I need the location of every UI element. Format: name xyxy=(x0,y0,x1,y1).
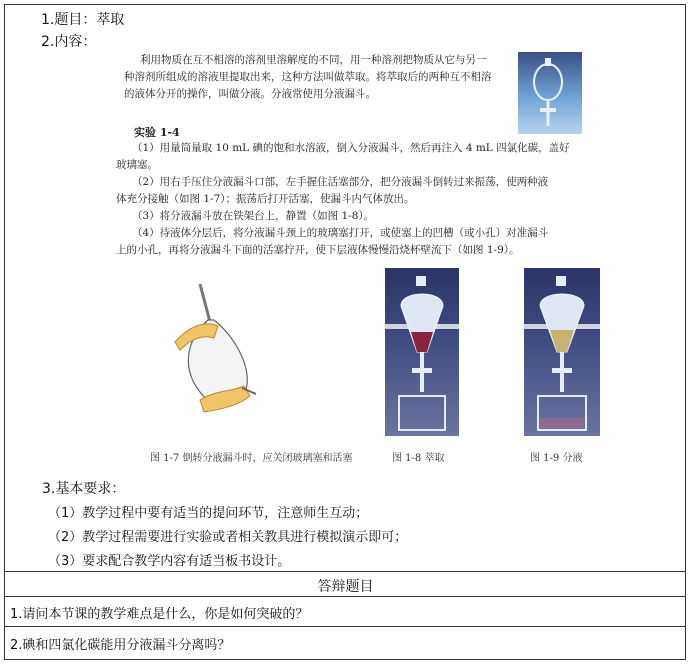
divider xyxy=(4,571,686,572)
requirement-item: （3）要求配合教学内容有适当板书设计。 xyxy=(48,554,291,569)
funnel-draining-icon xyxy=(524,268,600,436)
figure-1-9-caption: 图 1-9 分液 xyxy=(530,453,583,464)
requirement-item: （1）教学过程中要有适当的提问环节，注意师生互动； xyxy=(48,506,369,521)
divider xyxy=(4,626,686,627)
separatory-funnel-thumbnail xyxy=(518,52,582,134)
separation-photo xyxy=(524,268,600,436)
experiment-title: 实验 1-4 xyxy=(134,126,180,139)
step-line: 玻璃塞。 xyxy=(116,159,158,171)
question-item: 1.请问本节课的教学难点是什么，你是如何突破的？ xyxy=(10,607,309,622)
funnel-on-stand-icon xyxy=(385,268,459,436)
separatory-funnel-icon xyxy=(518,52,582,134)
step-line: （1）用量筒量取 10 mL 碘的饱和水溶液，倒入分液漏斗，然后再注入 4 mL 四氯化碳，盖好 xyxy=(132,142,570,154)
step-line: （4）待液体分层后，将分液漏斗颈上的玻璃塞打开，或使塞上的凹槽（或小孔）对准漏斗 xyxy=(132,227,549,239)
hands-shaking-funnel-illustration xyxy=(170,282,265,432)
step-line: （2）用右手压住分液漏斗口部，左手握住活塞部分，把分液漏斗倒转过来振荡，使两种液 xyxy=(132,176,549,188)
divider xyxy=(4,596,686,597)
step-line: 体充分接触（如图 1-7）；振荡后打开活塞，使漏斗内气体放出。 xyxy=(116,193,415,205)
intro-line: 利用物质在互不相溶的溶剂里溶解度的不同，用一种溶剂把物质从它与另一 xyxy=(140,54,487,66)
topic-heading: 1.题目：萃取 xyxy=(41,12,125,28)
step-line: 上的小孔，再将分液漏斗下面的活塞拧开，使下层液体慢慢沿烧杯壁流下（如图 1-9）。 xyxy=(116,244,520,256)
requirement-item: （2）教学过程需要进行实验或者相关教具进行模拟演示即可； xyxy=(48,530,408,545)
intro-line: 种溶剂所组成的溶液里提取出来，这种方法叫做萃取。将萃取后的两种互不相溶 xyxy=(124,71,492,83)
question-item: 2.碘和四氯化碳能用分液漏斗分离吗？ xyxy=(10,638,231,653)
intro-paragraph xyxy=(124,52,510,103)
intro-line: 的液体分开的操作，叫做分液。分液常使用分液漏斗。 xyxy=(124,88,376,100)
answer-section-title: 答辩题目 xyxy=(317,579,374,595)
figure-1-8-caption: 图 1-8 萃取 xyxy=(392,453,445,464)
requirements-heading: 3.基本要求： xyxy=(42,481,126,497)
figure-1-7-caption: 图 1-7 倒转分液漏斗时，应关闭玻璃塞和活塞 xyxy=(150,453,353,464)
content-heading: 2.内容： xyxy=(41,34,97,50)
step-line: （3）将分液漏斗放在铁架台上，静置（如图 1-8）。 xyxy=(132,210,375,222)
extraction-photo xyxy=(385,268,459,436)
experiment-steps xyxy=(116,140,586,259)
